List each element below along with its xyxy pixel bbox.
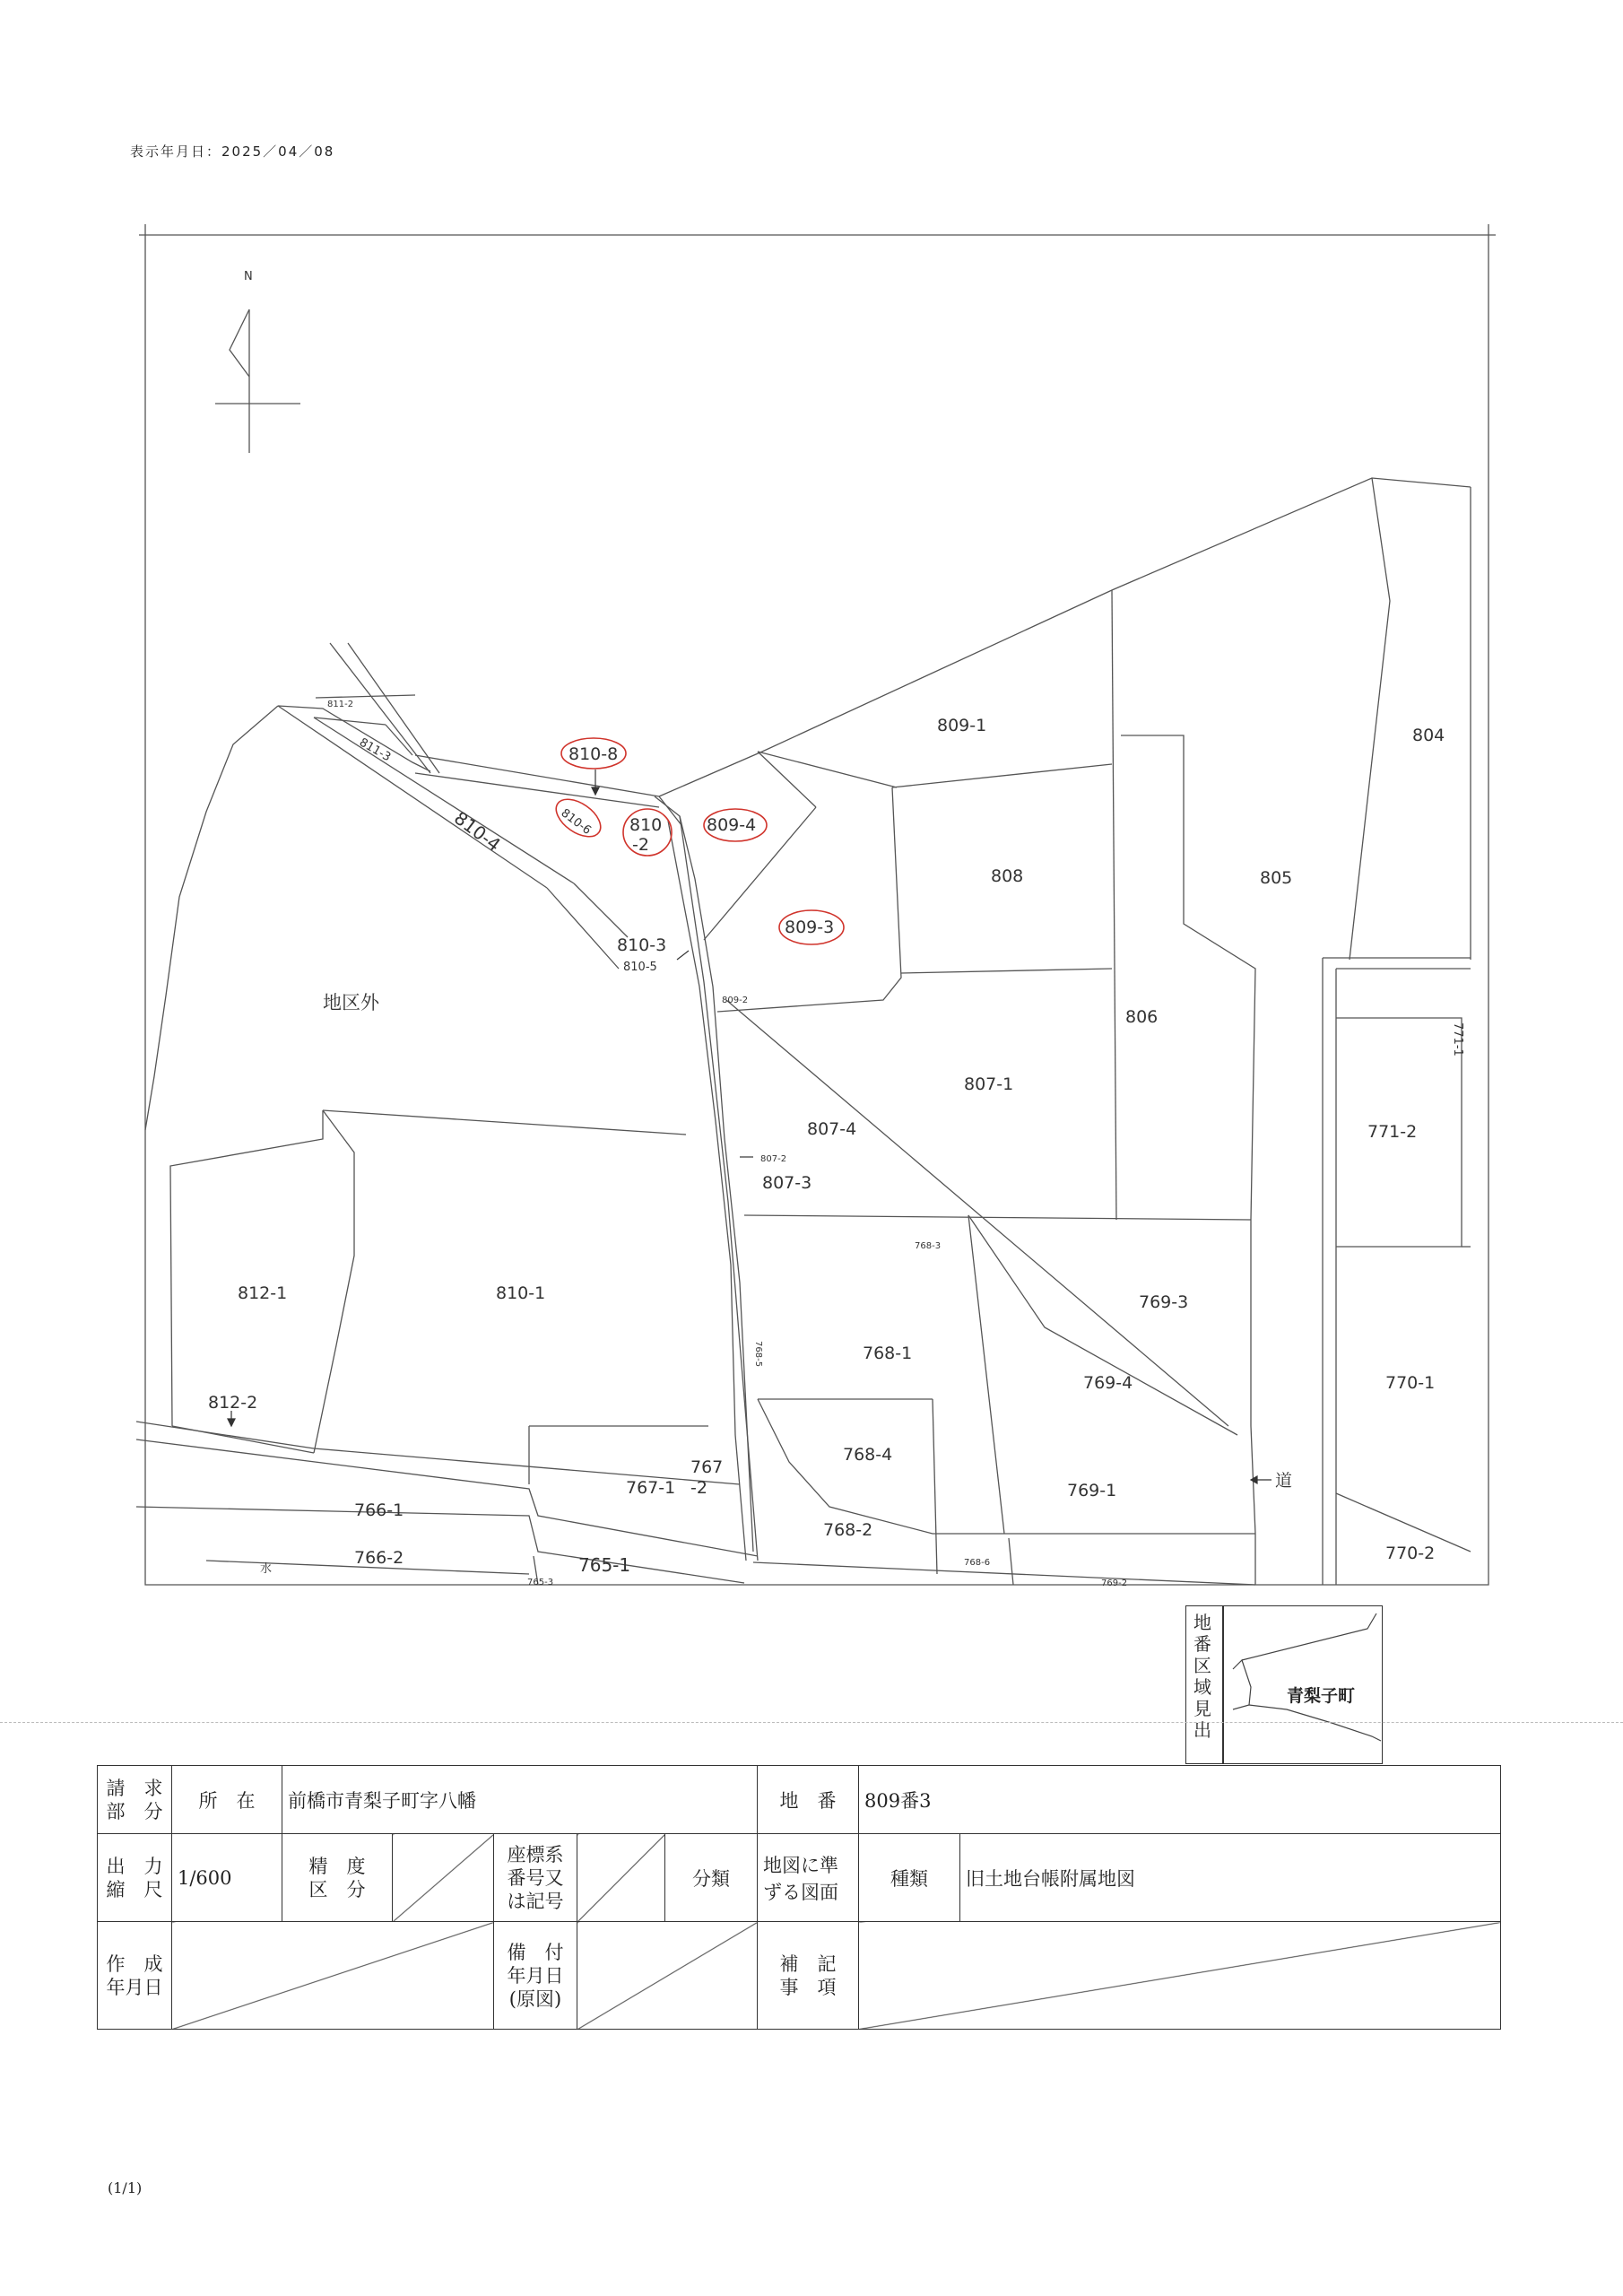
scale-label: 出 力 縮 尺: [98, 1834, 172, 1922]
divider: [0, 1722, 1623, 1723]
map-frame: [145, 224, 1488, 1585]
created-date-value-empty: [172, 1922, 494, 2030]
parcel-769-1: 769-1: [1067, 1481, 1117, 1500]
parcel-809-3: 809-3: [785, 918, 835, 937]
north-label: N: [244, 270, 253, 283]
parcel-770-2: 770-2: [1385, 1544, 1436, 1563]
parcel-810-1: 810-1: [496, 1283, 546, 1303]
class-value: 地図に準ずる図面: [758, 1834, 859, 1922]
parcel-810-4: 810-4: [449, 806, 505, 856]
parcel-770-1: 770-1: [1385, 1373, 1436, 1393]
parcel-768-4: 768-4: [843, 1445, 893, 1465]
parcel-768-1: 768-1: [863, 1344, 913, 1363]
parcel-808: 808: [991, 866, 1024, 886]
remarks-label: 補 記 事 項: [758, 1922, 859, 2030]
parcel-807-1: 807-1: [964, 1074, 1014, 1094]
parcel-806: 806: [1125, 1007, 1159, 1027]
parcel-810-2-top: 810: [629, 815, 663, 835]
lot-label: 地 番: [758, 1766, 859, 1834]
parcel-767-2-bottom: -2: [690, 1478, 707, 1498]
class-label: 分類: [665, 1834, 758, 1922]
parcel-765-1: 765-1: [578, 1554, 631, 1576]
outside-area-label: 地区外: [323, 992, 379, 1013]
parcel-809-1: 809-1: [937, 716, 987, 735]
key-map: [1185, 1605, 1383, 1764]
parcel-767-1: 767-1: [626, 1478, 676, 1498]
type-label: 種類: [859, 1834, 960, 1922]
precision-label: 精 度 区 分: [282, 1834, 393, 1922]
north-arrow-icon: [215, 309, 300, 453]
parcel-766-2: 766-2: [354, 1548, 404, 1568]
lot-value: 809番3: [859, 1766, 1501, 1834]
parcel-805: 805: [1260, 868, 1293, 888]
road-label: 道: [1275, 1471, 1293, 1491]
parcel-771-1: 771-1: [1451, 1022, 1464, 1057]
parcel-769-2: 769-2: [1101, 1578, 1128, 1588]
parcel-811-3: 811-3: [357, 735, 394, 765]
parcel-812-1: 812-1: [238, 1283, 288, 1303]
scale-value: 1/600: [172, 1834, 282, 1922]
remarks-value-empty: [859, 1922, 1501, 2030]
type-value: 旧土地台帳附属地図: [960, 1834, 1501, 1922]
parcel-804: 804: [1412, 726, 1445, 745]
parcel-766-1: 766-1: [354, 1500, 404, 1520]
parcel-810-5: 810-5: [623, 961, 657, 974]
location-label: 所 在: [172, 1766, 282, 1834]
request-part-label: 請 求 部 分: [98, 1766, 172, 1834]
precision-value-empty: [393, 1834, 494, 1922]
coord-system-value-empty: [577, 1834, 665, 1922]
parcel-769-3: 769-3: [1139, 1292, 1189, 1312]
parcel-768-5: 768-5: [753, 1341, 763, 1368]
parcel-810-6: 810-6: [558, 806, 594, 838]
parcel-771-2: 771-2: [1367, 1122, 1418, 1142]
parcel-809-2: 809-2: [722, 996, 749, 1005]
parcel-812-2: 812-2: [208, 1393, 258, 1413]
parcel-765-3: 765-3: [527, 1578, 554, 1587]
parcel-768-3: 768-3: [915, 1241, 942, 1251]
key-map-label: 地 番 区 域 見 出: [1193, 1612, 1211, 1741]
parcel-811-2: 811-2: [327, 700, 354, 709]
parcel-810-8: 810-8: [568, 744, 619, 764]
created-date-label: 作 成 年月日: [98, 1922, 172, 2030]
parcel-810-2-bottom: -2: [632, 835, 649, 855]
parcel-807-4: 807-4: [807, 1119, 857, 1139]
coord-system-label: 座標系 番号又 は記号: [494, 1834, 577, 1922]
key-map-town: 青梨子町: [1287, 1686, 1356, 1706]
location-value: 前橋市青梨子町字八幡: [282, 1766, 758, 1834]
parcel-807-2: 807-2: [760, 1154, 787, 1164]
page-number: (1/1): [108, 2179, 143, 2196]
note-date-value-empty: [577, 1922, 758, 2030]
parcel-767-2-top: 767: [690, 1457, 724, 1477]
parcel-769-4: 769-4: [1083, 1373, 1133, 1393]
parcel-807-3: 807-3: [762, 1173, 812, 1193]
note-date-label: 備 付 年月日 (原図): [494, 1922, 577, 2030]
parcel-809-4: 809-4: [707, 815, 757, 835]
parcel-768-2: 768-2: [823, 1520, 873, 1540]
parcel-768-6: 768-6: [964, 1558, 991, 1568]
water-label: 水: [260, 1562, 273, 1576]
parcel-810-3: 810-3: [617, 935, 667, 955]
record-info-table: [97, 1765, 1501, 2030]
display-date: 表示年月日：2025／04／08: [130, 144, 335, 160]
